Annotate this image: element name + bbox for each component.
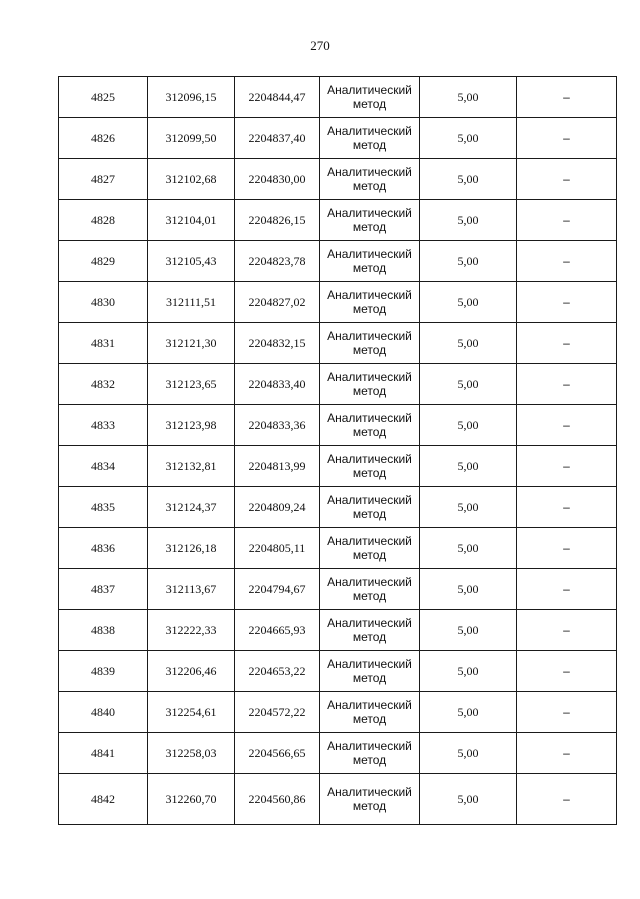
note-cell: – xyxy=(517,282,617,323)
note-cell: – xyxy=(517,692,617,733)
note-cell: – xyxy=(517,405,617,446)
y-coordinate-cell: 2204813,99 xyxy=(235,446,320,487)
method-line-2: метод xyxy=(352,179,387,193)
x-coordinate-cell: 312111,51 xyxy=(148,282,235,323)
method-cell xyxy=(320,159,420,200)
x-coordinate-cell: 312113,67 xyxy=(148,569,235,610)
y-coordinate-cell: 2204560,86 xyxy=(235,774,320,825)
table-row xyxy=(59,528,617,569)
method-line-2: метод xyxy=(352,589,387,603)
x-coordinate-cell: 312206,46 xyxy=(148,651,235,692)
x-coordinate-cell: 312123,98 xyxy=(148,405,235,446)
method-cell xyxy=(320,569,420,610)
method-line-2: метод xyxy=(352,261,387,275)
method-cell xyxy=(320,77,420,118)
x-coordinate-cell: 312126,18 xyxy=(148,528,235,569)
method-line-1: Аналитический xyxy=(327,370,412,384)
y-coordinate-cell: 2204826,15 xyxy=(235,200,320,241)
note-cell: – xyxy=(517,733,617,774)
method-line-1: Аналитический xyxy=(327,452,412,466)
y-coordinate-cell: 2204827,02 xyxy=(235,282,320,323)
method-line-1: Аналитический xyxy=(327,247,412,261)
method-line-2: метод xyxy=(352,712,387,726)
method-line-1: Аналитический xyxy=(327,83,412,97)
y-coordinate-cell: 2204572,22 xyxy=(235,692,320,733)
point-number-cell: 4825 xyxy=(59,77,148,118)
method-cell xyxy=(320,405,420,446)
method-line-1: Аналитический xyxy=(327,616,412,630)
x-coordinate-cell: 312132,81 xyxy=(148,446,235,487)
point-number-cell: 4834 xyxy=(59,446,148,487)
x-coordinate-cell: 312105,43 xyxy=(148,241,235,282)
method-line-1: Аналитический xyxy=(327,329,412,343)
accuracy-cell: 5,00 xyxy=(420,528,517,569)
point-number-cell: 4829 xyxy=(59,241,148,282)
method-line-1: Аналитический xyxy=(327,411,412,425)
table-row xyxy=(59,323,617,364)
method-cell xyxy=(320,774,420,825)
note-cell: – xyxy=(517,200,617,241)
note-cell: – xyxy=(517,118,617,159)
method-line-2: метод xyxy=(352,630,387,644)
table-row xyxy=(59,692,617,733)
x-coordinate-cell: 312121,30 xyxy=(148,323,235,364)
note-cell: – xyxy=(517,159,617,200)
note-cell: – xyxy=(517,364,617,405)
x-coordinate-cell: 312124,37 xyxy=(148,487,235,528)
method-line-2: метод xyxy=(352,799,387,813)
y-coordinate-cell: 2204830,00 xyxy=(235,159,320,200)
method-line-1: Аналитический xyxy=(327,657,412,671)
y-coordinate-cell: 2204833,40 xyxy=(235,364,320,405)
method-cell xyxy=(320,651,420,692)
method-cell xyxy=(320,528,420,569)
y-coordinate-cell: 2204794,67 xyxy=(235,569,320,610)
table-row xyxy=(59,241,617,282)
accuracy-cell: 5,00 xyxy=(420,405,517,446)
point-number-cell: 4838 xyxy=(59,610,148,651)
note-cell: – xyxy=(517,487,617,528)
coordinates-table-body xyxy=(59,77,617,825)
table-row xyxy=(59,487,617,528)
coordinates-table xyxy=(58,76,617,825)
method-line-1: Аналитический xyxy=(327,739,412,753)
method-line-1: Аналитический xyxy=(327,288,412,302)
note-cell: – xyxy=(517,323,617,364)
method-cell xyxy=(320,200,420,241)
accuracy-cell: 5,00 xyxy=(420,446,517,487)
method-line-2: метод xyxy=(352,384,387,398)
method-line-2: метод xyxy=(352,220,387,234)
accuracy-cell: 5,00 xyxy=(420,733,517,774)
point-number-cell: 4835 xyxy=(59,487,148,528)
point-number-cell: 4837 xyxy=(59,569,148,610)
method-line-1: Аналитический xyxy=(327,575,412,589)
method-line-1: Аналитический xyxy=(327,206,412,220)
accuracy-cell: 5,00 xyxy=(420,569,517,610)
point-number-cell: 4841 xyxy=(59,733,148,774)
accuracy-cell: 5,00 xyxy=(420,323,517,364)
method-line-2: метод xyxy=(352,97,387,111)
accuracy-cell: 5,00 xyxy=(420,282,517,323)
method-cell xyxy=(320,446,420,487)
point-number-cell: 4828 xyxy=(59,200,148,241)
accuracy-cell: 5,00 xyxy=(420,610,517,651)
table-row xyxy=(59,446,617,487)
method-line-1: Аналитический xyxy=(327,785,412,799)
accuracy-cell: 5,00 xyxy=(420,200,517,241)
y-coordinate-cell: 2204665,93 xyxy=(235,610,320,651)
method-line-2: метод xyxy=(352,753,387,767)
point-number-cell: 4832 xyxy=(59,364,148,405)
x-coordinate-cell: 312254,61 xyxy=(148,692,235,733)
y-coordinate-cell: 2204653,22 xyxy=(235,651,320,692)
y-coordinate-cell: 2204832,15 xyxy=(235,323,320,364)
table-row xyxy=(59,200,617,241)
accuracy-cell: 5,00 xyxy=(420,651,517,692)
table-row xyxy=(59,569,617,610)
table-row xyxy=(59,77,617,118)
note-cell: – xyxy=(517,651,617,692)
accuracy-cell: 5,00 xyxy=(420,118,517,159)
x-coordinate-cell: 312102,68 xyxy=(148,159,235,200)
method-line-2: метод xyxy=(352,343,387,357)
x-coordinate-cell: 312104,01 xyxy=(148,200,235,241)
method-cell xyxy=(320,323,420,364)
accuracy-cell: 5,00 xyxy=(420,159,517,200)
y-coordinate-cell: 2204844,47 xyxy=(235,77,320,118)
method-cell xyxy=(320,487,420,528)
y-coordinate-cell: 2204823,78 xyxy=(235,241,320,282)
x-coordinate-cell: 312123,65 xyxy=(148,364,235,405)
method-cell xyxy=(320,610,420,651)
method-line-1: Аналитический xyxy=(327,165,412,179)
method-cell xyxy=(320,118,420,159)
note-cell: – xyxy=(517,77,617,118)
method-line-1: Аналитический xyxy=(327,493,412,507)
accuracy-cell: 5,00 xyxy=(420,774,517,825)
accuracy-cell: 5,00 xyxy=(420,241,517,282)
note-cell: – xyxy=(517,241,617,282)
point-number-cell: 4830 xyxy=(59,282,148,323)
table-row xyxy=(59,282,617,323)
method-cell xyxy=(320,364,420,405)
method-cell xyxy=(320,692,420,733)
method-line-2: метод xyxy=(352,425,387,439)
point-number-cell: 4842 xyxy=(59,774,148,825)
method-line-2: метод xyxy=(352,138,387,152)
point-number-cell: 4833 xyxy=(59,405,148,446)
method-cell xyxy=(320,733,420,774)
method-cell xyxy=(320,241,420,282)
method-line-1: Аналитический xyxy=(327,698,412,712)
method-line-2: метод xyxy=(352,671,387,685)
accuracy-cell: 5,00 xyxy=(420,77,517,118)
method-cell xyxy=(320,282,420,323)
table-row xyxy=(59,651,617,692)
table-row xyxy=(59,610,617,651)
accuracy-cell: 5,00 xyxy=(420,364,517,405)
note-cell: – xyxy=(517,528,617,569)
point-number-cell: 4826 xyxy=(59,118,148,159)
table-row xyxy=(59,159,617,200)
table-row xyxy=(59,405,617,446)
y-coordinate-cell: 2204809,24 xyxy=(235,487,320,528)
note-cell: – xyxy=(517,774,617,825)
method-line-2: метод xyxy=(352,507,387,521)
table-row xyxy=(59,774,617,825)
x-coordinate-cell: 312222,33 xyxy=(148,610,235,651)
table-row xyxy=(59,118,617,159)
y-coordinate-cell: 2204837,40 xyxy=(235,118,320,159)
point-number-cell: 4827 xyxy=(59,159,148,200)
x-coordinate-cell: 312096,15 xyxy=(148,77,235,118)
y-coordinate-cell: 2204566,65 xyxy=(235,733,320,774)
accuracy-cell: 5,00 xyxy=(420,692,517,733)
point-number-cell: 4839 xyxy=(59,651,148,692)
page-number: 270 xyxy=(310,38,330,53)
y-coordinate-cell: 2204833,36 xyxy=(235,405,320,446)
point-number-cell: 4840 xyxy=(59,692,148,733)
point-number-cell: 4831 xyxy=(59,323,148,364)
method-line-1: Аналитический xyxy=(327,534,412,548)
y-coordinate-cell: 2204805,11 xyxy=(235,528,320,569)
method-line-2: метод xyxy=(352,466,387,480)
x-coordinate-cell: 312260,70 xyxy=(148,774,235,825)
note-cell: – xyxy=(517,569,617,610)
point-number-cell: 4836 xyxy=(59,528,148,569)
x-coordinate-cell: 312258,03 xyxy=(148,733,235,774)
x-coordinate-cell: 312099,50 xyxy=(148,118,235,159)
accuracy-cell: 5,00 xyxy=(420,487,517,528)
note-cell: – xyxy=(517,446,617,487)
method-line-2: метод xyxy=(352,548,387,562)
method-line-1: Аналитический xyxy=(327,124,412,138)
table-row xyxy=(59,733,617,774)
note-cell: – xyxy=(517,610,617,651)
method-line-2: метод xyxy=(352,302,387,316)
table-row xyxy=(59,364,617,405)
